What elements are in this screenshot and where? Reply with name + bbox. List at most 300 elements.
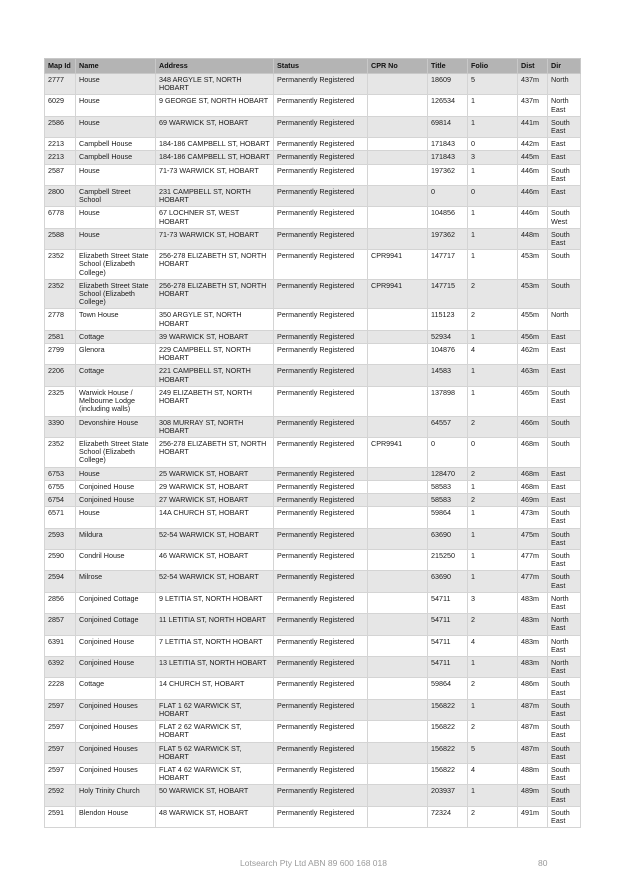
cell-status: Permanently Registered	[274, 678, 368, 699]
cell-cpr-no	[368, 656, 428, 677]
cell-dir: South East	[548, 742, 581, 763]
cell-dir: South East	[548, 806, 581, 827]
cell-title: 156822	[428, 764, 468, 785]
cell-folio: 2	[468, 678, 518, 699]
cell-status: Permanently Registered	[274, 549, 368, 570]
cell-address: 50 WARWICK ST, HOBART	[156, 785, 274, 806]
cell-folio: 1	[468, 207, 518, 228]
cell-address: 13 LETITIA ST, NORTH HOBART	[156, 656, 274, 677]
cell-cpr-no	[368, 742, 428, 763]
cell-dir: South East	[548, 699, 581, 720]
cell-dist: 442m	[518, 138, 548, 151]
cell-folio: 2	[468, 416, 518, 437]
cell-title: 126534	[428, 95, 468, 116]
cell-cpr-no	[368, 493, 428, 506]
cell-name: Conjoined Cottage	[76, 592, 156, 613]
cell-title: 156822	[428, 699, 468, 720]
cell-title: 203937	[428, 785, 468, 806]
table-row	[45, 164, 581, 185]
cell-name: Campbell House	[76, 151, 156, 164]
cell-folio: 1	[468, 386, 518, 416]
table-header	[45, 59, 581, 74]
cell-folio: 1	[468, 330, 518, 343]
cell-dir: East	[548, 365, 581, 386]
cell-dir: South East	[548, 678, 581, 699]
cell-status: Permanently Registered	[274, 164, 368, 185]
cell-dir: South East	[548, 785, 581, 806]
cell-folio: 2	[468, 721, 518, 742]
cell-status: Permanently Registered	[274, 250, 368, 280]
cell-name: Town House	[76, 309, 156, 330]
cell-map-id: 2597	[45, 721, 76, 742]
column-header-dist: Dist	[518, 59, 548, 74]
cell-name: Mildura	[76, 528, 156, 549]
cell-folio: 2	[468, 279, 518, 309]
cell-status: Permanently Registered	[274, 416, 368, 437]
cell-dist: 483m	[518, 656, 548, 677]
cell-map-id: 2352	[45, 279, 76, 309]
cell-folio: 5	[468, 74, 518, 95]
cell-dir: South	[548, 437, 581, 467]
cell-address: 221 CAMPBELL ST, NORTH HOBART	[156, 365, 274, 386]
cell-folio: 1	[468, 250, 518, 280]
cell-folio: 4	[468, 764, 518, 785]
table-row	[45, 699, 581, 720]
cell-status: Permanently Registered	[274, 699, 368, 720]
cell-dir: South East	[548, 386, 581, 416]
cell-title: 58583	[428, 493, 468, 506]
cell-name: Conjoined House	[76, 493, 156, 506]
header-row	[45, 59, 581, 74]
cell-address: 69 WARWICK ST, HOBART	[156, 116, 274, 137]
table-row	[45, 678, 581, 699]
table-row	[45, 785, 581, 806]
cell-map-id: 6391	[45, 635, 76, 656]
cell-map-id: 6778	[45, 207, 76, 228]
cell-status: Permanently Registered	[274, 74, 368, 95]
cell-name: Cottage	[76, 678, 156, 699]
cell-title: 18609	[428, 74, 468, 95]
table-row	[45, 279, 581, 309]
cell-title: 104876	[428, 344, 468, 365]
cell-dist: 468m	[518, 467, 548, 480]
table-row	[45, 549, 581, 570]
cell-dir: North East	[548, 95, 581, 116]
cell-cpr-no	[368, 678, 428, 699]
heritage-register-table	[44, 58, 581, 828]
cell-name: Conjoined Houses	[76, 742, 156, 763]
cell-dir: East	[548, 330, 581, 343]
cell-map-id: 6755	[45, 480, 76, 493]
column-header-cpr-no: CPR No	[368, 59, 428, 74]
cell-title: 0	[428, 437, 468, 467]
cell-map-id: 2213	[45, 151, 76, 164]
cell-name: Devonshire House	[76, 416, 156, 437]
cell-cpr-no	[368, 480, 428, 493]
table-row	[45, 416, 581, 437]
cell-status: Permanently Registered	[274, 279, 368, 309]
column-header-folio: Folio	[468, 59, 518, 74]
cell-dir: South	[548, 250, 581, 280]
table-row	[45, 386, 581, 416]
cell-status: Permanently Registered	[274, 480, 368, 493]
cell-status: Permanently Registered	[274, 207, 368, 228]
cell-status: Permanently Registered	[274, 386, 368, 416]
cell-cpr-no	[368, 164, 428, 185]
cell-dir: South East	[548, 164, 581, 185]
cell-cpr-no: CPR9941	[368, 437, 428, 467]
cell-status: Permanently Registered	[274, 138, 368, 151]
cell-map-id: 2228	[45, 678, 76, 699]
cell-title: 58583	[428, 480, 468, 493]
cell-address: 27 WARWICK ST, HOBART	[156, 493, 274, 506]
cell-map-id: 2800	[45, 186, 76, 207]
cell-address: 46 WARWICK ST, HOBART	[156, 549, 274, 570]
cell-title: 54711	[428, 656, 468, 677]
cell-name: House	[76, 95, 156, 116]
table-row	[45, 186, 581, 207]
cell-folio: 0	[468, 138, 518, 151]
cell-dir: East	[548, 138, 581, 151]
cell-title: 197362	[428, 228, 468, 249]
cell-name: House	[76, 74, 156, 95]
table-row	[45, 365, 581, 386]
cell-folio: 0	[468, 186, 518, 207]
cell-dir: North	[548, 74, 581, 95]
column-header-address: Address	[156, 59, 274, 74]
cell-map-id: 2352	[45, 437, 76, 467]
cell-folio: 1	[468, 507, 518, 528]
cell-map-id: 2586	[45, 116, 76, 137]
cell-dist: 445m	[518, 151, 548, 164]
cell-dir: North East	[548, 592, 581, 613]
cell-dist: 489m	[518, 785, 548, 806]
table-row	[45, 228, 581, 249]
cell-map-id: 2594	[45, 571, 76, 592]
cell-status: Permanently Registered	[274, 635, 368, 656]
cell-address: 184-186 CAMPBELL ST, HOBART	[156, 138, 274, 151]
cell-folio: 1	[468, 785, 518, 806]
cell-address: 71-73 WARWICK ST, HOBART	[156, 228, 274, 249]
cell-dist: 446m	[518, 186, 548, 207]
cell-dist: 491m	[518, 806, 548, 827]
cell-dist: 466m	[518, 416, 548, 437]
cell-dist: 446m	[518, 164, 548, 185]
cell-dist: 473m	[518, 507, 548, 528]
cell-cpr-no	[368, 592, 428, 613]
cell-dir: East	[548, 480, 581, 493]
cell-address: 256-278 ELIZABETH ST, NORTH HOBART	[156, 279, 274, 309]
cell-title: 72324	[428, 806, 468, 827]
cell-status: Permanently Registered	[274, 592, 368, 613]
table-row	[45, 614, 581, 635]
cell-status: Permanently Registered	[274, 493, 368, 506]
cell-address: 256-278 ELIZABETH ST, NORTH HOBART	[156, 250, 274, 280]
cell-dir: North East	[548, 656, 581, 677]
cell-name: Cottage	[76, 330, 156, 343]
cell-name: Blendon House	[76, 806, 156, 827]
cell-title: 128470	[428, 467, 468, 480]
cell-cpr-no: CPR9941	[368, 250, 428, 280]
cell-map-id: 2591	[45, 806, 76, 827]
cell-cpr-no	[368, 571, 428, 592]
cell-name: Conjoined House	[76, 635, 156, 656]
cell-cpr-no	[368, 386, 428, 416]
cell-address: 9 GEORGE ST, NORTH HOBART	[156, 95, 274, 116]
cell-dist: 446m	[518, 207, 548, 228]
cell-dist: 483m	[518, 635, 548, 656]
cell-dist: 477m	[518, 571, 548, 592]
cell-address: 231 CAMPBELL ST, NORTH HOBART	[156, 186, 274, 207]
cell-folio: 1	[468, 571, 518, 592]
cell-map-id: 6571	[45, 507, 76, 528]
cell-map-id: 2213	[45, 138, 76, 151]
cell-status: Permanently Registered	[274, 507, 368, 528]
cell-cpr-no	[368, 785, 428, 806]
cell-status: Permanently Registered	[274, 742, 368, 763]
cell-map-id: 6753	[45, 467, 76, 480]
cell-address: 249 ELIZABETH ST, NORTH HOBART	[156, 386, 274, 416]
cell-cpr-no	[368, 416, 428, 437]
cell-address: FLAT 4 62 WARWICK ST, HOBART	[156, 764, 274, 785]
cell-address: FLAT 2 62 WARWICK ST, HOBART	[156, 721, 274, 742]
cell-dist: 468m	[518, 480, 548, 493]
cell-map-id: 2597	[45, 764, 76, 785]
cell-address: 14A CHURCH ST, HOBART	[156, 507, 274, 528]
cell-status: Permanently Registered	[274, 528, 368, 549]
cell-map-id: 6754	[45, 493, 76, 506]
cell-name: Conjoined House	[76, 656, 156, 677]
cell-map-id: 2597	[45, 742, 76, 763]
cell-map-id: 2588	[45, 228, 76, 249]
cell-address: 308 MURRAY ST, NORTH HOBART	[156, 416, 274, 437]
cell-dir: South East	[548, 228, 581, 249]
cell-dir: East	[548, 493, 581, 506]
cell-title: 54711	[428, 614, 468, 635]
cell-dist: 483m	[518, 614, 548, 635]
cell-map-id: 3390	[45, 416, 76, 437]
cell-address: 52-54 WARWICK ST, HOBART	[156, 528, 274, 549]
cell-map-id: 2593	[45, 528, 76, 549]
cell-title: 52934	[428, 330, 468, 343]
cell-cpr-no	[368, 806, 428, 827]
cell-address: 71-73 WARWICK ST, HOBART	[156, 164, 274, 185]
cell-cpr-no	[368, 74, 428, 95]
cell-title: 63690	[428, 528, 468, 549]
table-row	[45, 437, 581, 467]
cell-status: Permanently Registered	[274, 186, 368, 207]
cell-address: FLAT 1 62 WARWICK ST, HOBART	[156, 699, 274, 720]
cell-title: 147715	[428, 279, 468, 309]
cell-cpr-no	[368, 228, 428, 249]
cell-address: 67 LOCHNER ST, WEST HOBART	[156, 207, 274, 228]
cell-title: 147717	[428, 250, 468, 280]
cell-name: Milrose	[76, 571, 156, 592]
cell-dist: 465m	[518, 386, 548, 416]
cell-map-id: 2856	[45, 592, 76, 613]
cell-map-id: 2777	[45, 74, 76, 95]
cell-dist: 448m	[518, 228, 548, 249]
cell-status: Permanently Registered	[274, 228, 368, 249]
cell-address: 350 ARGYLE ST, NORTH HOBART	[156, 309, 274, 330]
cell-dir: South East	[548, 549, 581, 570]
cell-address: 48 WARWICK ST, HOBART	[156, 806, 274, 827]
cell-address: 9 LETITIA ST, NORTH HOBART	[156, 592, 274, 613]
cell-title: 59864	[428, 507, 468, 528]
cell-dir: South East	[548, 764, 581, 785]
cell-dir: East	[548, 151, 581, 164]
cell-status: Permanently Registered	[274, 764, 368, 785]
table-row	[45, 493, 581, 506]
table-row	[45, 571, 581, 592]
cell-dist: 455m	[518, 309, 548, 330]
cell-name: House	[76, 228, 156, 249]
cell-folio: 4	[468, 344, 518, 365]
cell-map-id: 2857	[45, 614, 76, 635]
page-number: 80	[538, 858, 548, 868]
table-row	[45, 635, 581, 656]
cell-address: 14 CHURCH ST, HOBART	[156, 678, 274, 699]
cell-cpr-no	[368, 635, 428, 656]
cell-status: Permanently Registered	[274, 721, 368, 742]
cell-status: Permanently Registered	[274, 151, 368, 164]
cell-name: Conjoined Cottage	[76, 614, 156, 635]
cell-dist: 453m	[518, 250, 548, 280]
cell-status: Permanently Registered	[274, 95, 368, 116]
cell-name: Campbell Street School	[76, 186, 156, 207]
table-row	[45, 250, 581, 280]
table-row	[45, 151, 581, 164]
cell-name: Warwick House / Melbourne Lodge (including walls)	[76, 386, 156, 416]
cell-name: Elizabeth Street State School (Elizabeth College)	[76, 279, 156, 309]
table-row	[45, 330, 581, 343]
cell-title: 104856	[428, 207, 468, 228]
cell-dist: 488m	[518, 764, 548, 785]
cell-cpr-no	[368, 467, 428, 480]
cell-folio: 3	[468, 592, 518, 613]
table-row	[45, 207, 581, 228]
cell-name: Holy Trinity Church	[76, 785, 156, 806]
table-row	[45, 467, 581, 480]
cell-name: House	[76, 116, 156, 137]
cell-cpr-no	[368, 549, 428, 570]
cell-folio: 5	[468, 742, 518, 763]
cell-status: Permanently Registered	[274, 785, 368, 806]
cell-dir: South	[548, 279, 581, 309]
cell-name: Condril House	[76, 549, 156, 570]
cell-folio: 2	[468, 467, 518, 480]
cell-status: Permanently Registered	[274, 344, 368, 365]
cell-folio: 1	[468, 549, 518, 570]
cell-title: 63690	[428, 571, 468, 592]
cell-folio: 3	[468, 151, 518, 164]
cell-name: Conjoined Houses	[76, 699, 156, 720]
cell-cpr-no	[368, 528, 428, 549]
cell-folio: 1	[468, 116, 518, 137]
cell-folio: 1	[468, 95, 518, 116]
cell-title: 215250	[428, 549, 468, 570]
cell-dist: 469m	[518, 493, 548, 506]
cell-title: 156822	[428, 721, 468, 742]
table-row	[45, 138, 581, 151]
table-row	[45, 95, 581, 116]
cell-name: Conjoined Houses	[76, 764, 156, 785]
cell-cpr-no	[368, 365, 428, 386]
table-row	[45, 764, 581, 785]
cell-map-id: 2592	[45, 785, 76, 806]
cell-folio: 4	[468, 635, 518, 656]
cell-dir: South	[548, 416, 581, 437]
cell-address: 184-186 CAMPBELL ST, HOBART	[156, 151, 274, 164]
cell-dir: South East	[548, 571, 581, 592]
cell-dist: 462m	[518, 344, 548, 365]
cell-title: 64557	[428, 416, 468, 437]
column-header-dir: Dir	[548, 59, 581, 74]
table-row	[45, 806, 581, 827]
cell-name: Conjoined Houses	[76, 721, 156, 742]
cell-status: Permanently Registered	[274, 656, 368, 677]
cell-title: 14583	[428, 365, 468, 386]
cell-address: 229 CAMPBELL ST, NORTH HOBART	[156, 344, 274, 365]
cell-title: 171843	[428, 151, 468, 164]
cell-folio: 2	[468, 806, 518, 827]
cell-name: Glenora	[76, 344, 156, 365]
cell-folio: 1	[468, 656, 518, 677]
cell-address: 25 WARWICK ST, HOBART	[156, 467, 274, 480]
cell-title: 115123	[428, 309, 468, 330]
cell-folio: 1	[468, 164, 518, 185]
cell-status: Permanently Registered	[274, 614, 368, 635]
table-row	[45, 507, 581, 528]
cell-title: 59864	[428, 678, 468, 699]
cell-name: House	[76, 507, 156, 528]
cell-cpr-no: CPR9941	[368, 279, 428, 309]
cell-map-id: 2590	[45, 549, 76, 570]
cell-dir: South West	[548, 207, 581, 228]
cell-folio: 2	[468, 309, 518, 330]
cell-address: 256-278 ELIZABETH ST, NORTH HOBART	[156, 437, 274, 467]
column-header-title: Title	[428, 59, 468, 74]
cell-dir: South East	[548, 528, 581, 549]
cell-dist: 437m	[518, 95, 548, 116]
cell-dir: South East	[548, 507, 581, 528]
cell-folio: 2	[468, 614, 518, 635]
cell-title: 171843	[428, 138, 468, 151]
cell-folio: 1	[468, 480, 518, 493]
table-row	[45, 480, 581, 493]
cell-title: 54711	[428, 635, 468, 656]
cell-name: House	[76, 467, 156, 480]
cell-address: 7 LETITIA ST, NORTH HOBART	[156, 635, 274, 656]
cell-name: Elizabeth Street State School (Elizabeth College)	[76, 437, 156, 467]
cell-cpr-no	[368, 186, 428, 207]
cell-map-id: 6029	[45, 95, 76, 116]
table-row	[45, 344, 581, 365]
cell-dist: 456m	[518, 330, 548, 343]
cell-cpr-no	[368, 95, 428, 116]
cell-status: Permanently Registered	[274, 116, 368, 137]
cell-folio: 1	[468, 528, 518, 549]
cell-title: 69814	[428, 116, 468, 137]
cell-cpr-no	[368, 330, 428, 343]
cell-status: Permanently Registered	[274, 467, 368, 480]
cell-dir: North East	[548, 614, 581, 635]
cell-map-id: 2352	[45, 250, 76, 280]
cell-map-id: 2799	[45, 344, 76, 365]
cell-folio: 1	[468, 699, 518, 720]
cell-cpr-no	[368, 721, 428, 742]
cell-dist: 475m	[518, 528, 548, 549]
